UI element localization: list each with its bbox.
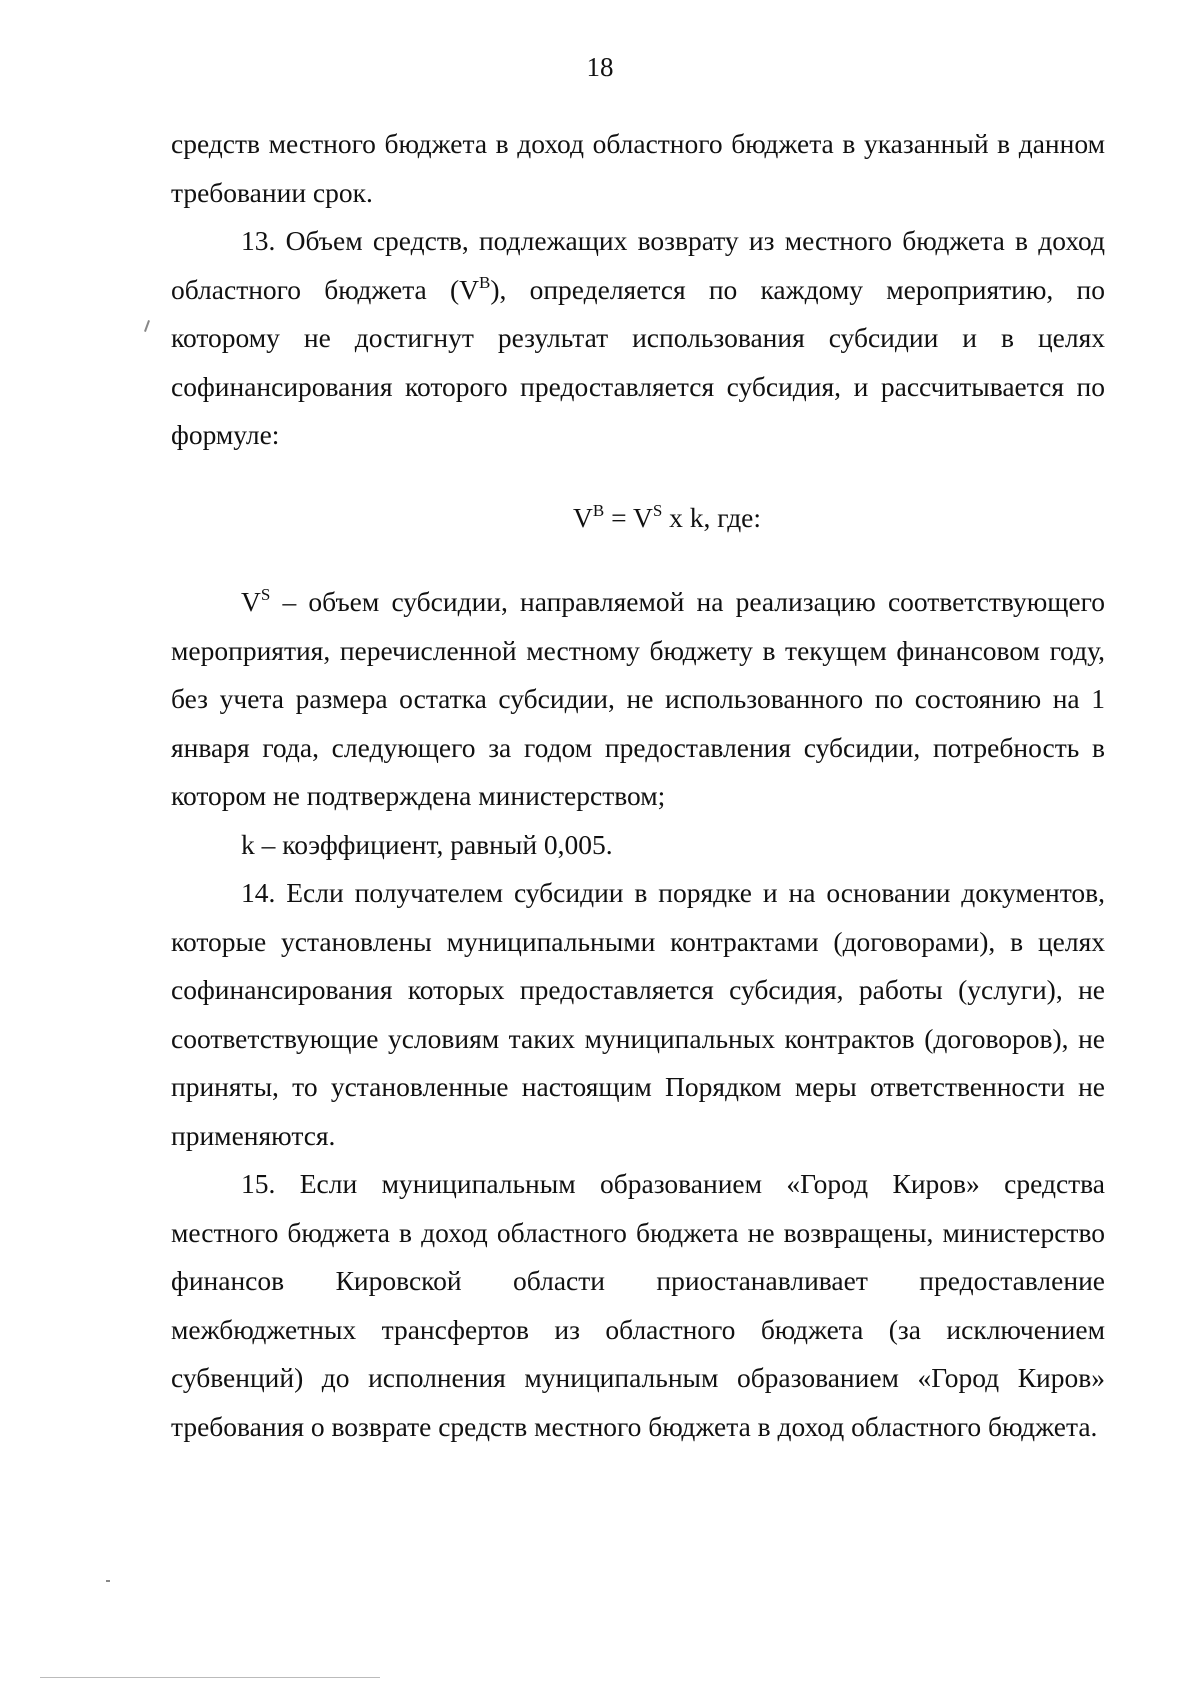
definition-vs-sup: S [260,585,271,604]
formula-rest: x k, где: [662,501,762,533]
document-body [171,120,1105,1451]
paragraph-13 [171,217,1105,460]
definition-vs [171,578,1105,821]
definition-vs-symbol: V [241,586,261,617]
paragraph-13-part1: 13. Объем средств, подлежащих возврату из местного бюджета в доход областного бюджета (V [171,225,1105,305]
scan-mark [144,320,150,332]
paragraph-continuation: средств местного бюджета в доход областного бюджета в указанный в данном требовании срок. [171,128,1105,208]
formula-sup-s: S [652,500,663,520]
page-number: 18 [586,52,614,82]
formula [171,494,1105,543]
scan-mark [40,1677,380,1678]
formula-sup-b: B [592,500,605,520]
paragraph-14: 14. Если получателем субсидии в порядке и на основании документов, которые установлены муниципальными контрактами (договорами), в целях софинансирования которых предоставляется субсидия, работы (услуги), не соответствующие условиям таких муниципальных контрактов (договоров), не приняты, то установленные настоящим Порядком меры ответственности не применяются. [171,877,1105,1151]
paragraph-15: 15. Если муниципальным образованием «Город Киров» средства местного бюджета в доход областного бюджета не возвращены, министерство финансов Кировской области приостанавливает предоставление межбюджетных трансфертов из областного бюджета (за исключением субвенций) до исполнения муниципальным образованием «Город Киров» требования о возврате средств местного бюджета в доход областного бюджета. [171,1168,1105,1442]
formula-eq: = V [604,501,653,533]
formula-v1: V [572,501,593,533]
definition-vs-text: – объем субсидии, направляемой на реализацию соответствующего мероприятия, перечисленной местному бюджету в текущем финансовом году, без учета размера остатка субсидии, не использованного по состоянию на 1 января года, следующего за годом предоставления субсидии, потребность в котором не подтверждена министерством; [171,586,1105,811]
definition-k: k – коэффициент, равный 0,005. [241,828,613,860]
scan-mark [106,1580,110,1582]
paragraph-13-part2: ), определяется по каждому мероприятию, по которому не достигнут результат использования субсидии и в целях софинансирования которого предоставляется субсидия, и рассчитывается по формуле: [171,273,1105,450]
superscript-b: B [478,272,491,292]
